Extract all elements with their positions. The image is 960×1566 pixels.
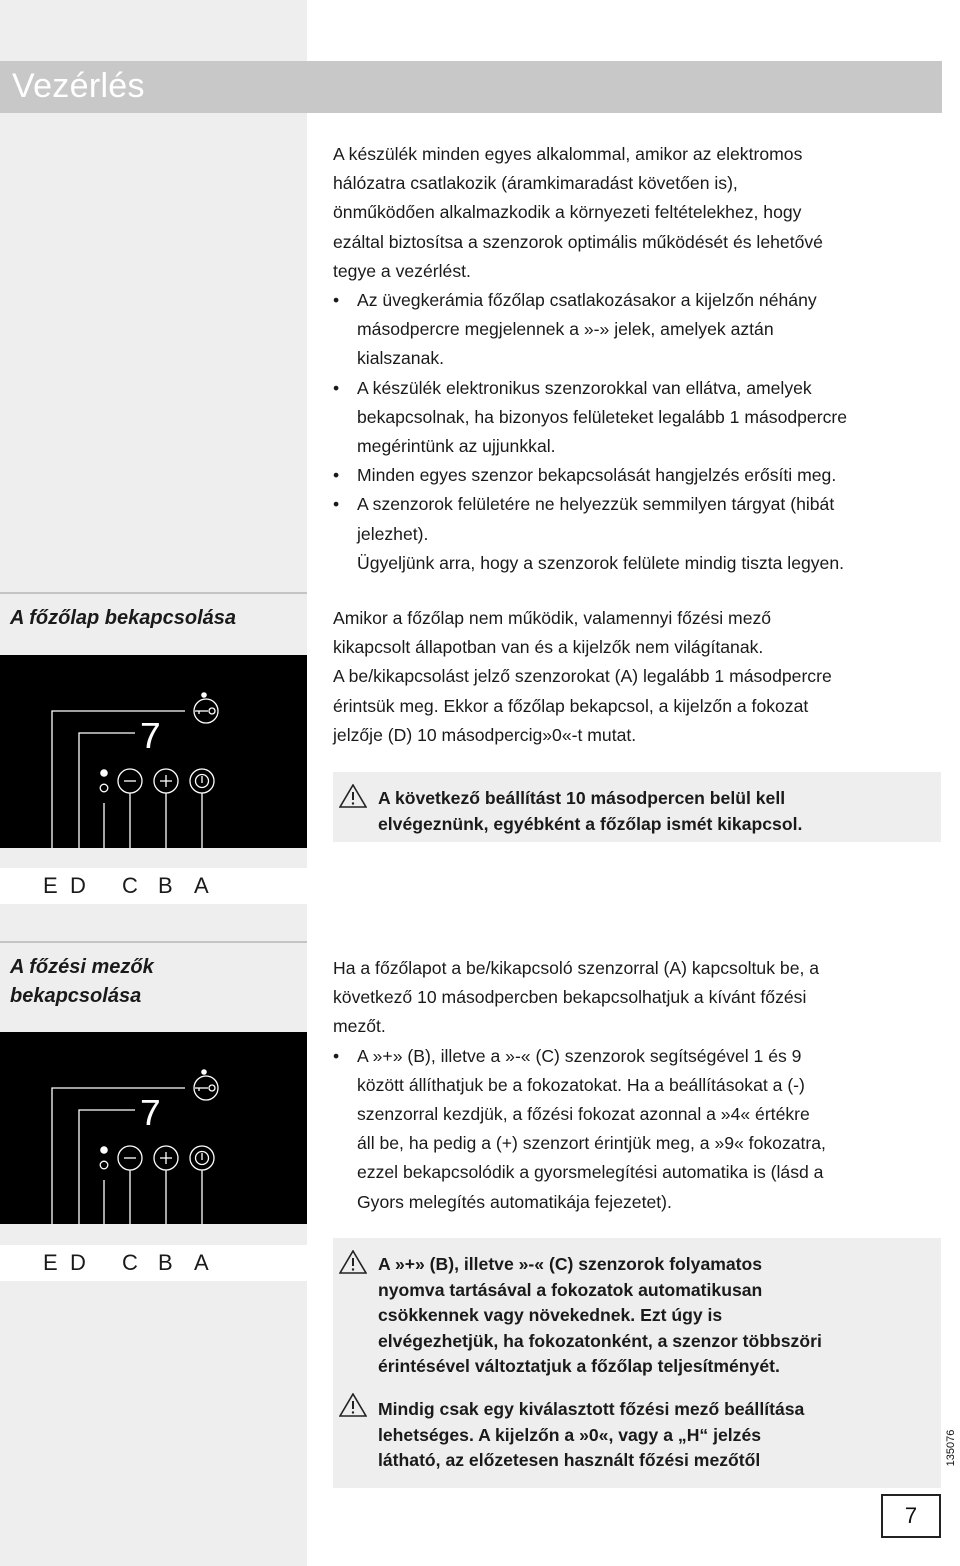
warning-line: érintésével változtatjuk a főzőlap teljesítményét. (378, 1356, 780, 1376)
label-a: A (194, 1250, 209, 1275)
indicator-dot-icon (201, 692, 207, 698)
label-d: D (70, 873, 86, 898)
warning-line: A »+» (B), illetve »-« (C) szenzorok folyamatos (378, 1254, 763, 1274)
text-line: Ha a főzőlapot a be/kikapcsoló szenzorral (A) kapcsoltuk be, a (333, 958, 820, 978)
minus-sensor-icon[interactable] (118, 1146, 142, 1170)
bullet-item: • Az üvegkerámia főzőlap csatlakozásakor a kijelzőn néhány (333, 286, 847, 315)
warning-text (378, 1397, 804, 1474)
bullet-item: • Minden egyes szenzor bekapcsolását hangjelzés erősíti meg. (333, 461, 847, 490)
bullet-continuation: Ügyeljünk arra, hogy a szenzorok felülete mindig tiszta legyen. (357, 552, 845, 573)
intro-text (333, 140, 847, 578)
warning-line: A következő beállítást 10 másodpercen belül kell (378, 788, 786, 808)
bullet-item: • A készülék elektronikus szenzorokkal van ellátva, amelyek (333, 374, 847, 403)
warning-icon (339, 784, 367, 808)
bullet-continuation: ezzel bekapcsolódik a gyorsmelegítési automatika is (lásd a (357, 1162, 824, 1183)
section-separator (0, 941, 307, 943)
intro-line: önműködően alkalmazkodik a környezeti feltételekhez, hogy (333, 202, 802, 223)
bullet-continuation: bekapcsolnak, ha bizonyos felületeket legalább 1 másodpercre (357, 406, 848, 427)
text-line: kikapcsolt állapotban van és a kijelzők nem világítanak. (333, 637, 764, 658)
label-b: B (158, 873, 173, 898)
label-c: C (122, 873, 138, 898)
warning-text (378, 1252, 822, 1380)
control-panel-diagram (0, 1032, 307, 1224)
text-line: Amikor a főzőlap nem működik, valamennyi főzési mező (333, 608, 772, 628)
warning-line: lehetséges. A kijelzőn a »0«, vagy a „H“ jelzés (378, 1424, 762, 1445)
bullet-continuation: között állíthatjuk be a fokozatokat. Ha a beállításokat a (-) (357, 1074, 805, 1095)
warning-box (333, 1238, 941, 1488)
bullet-continuation: megérintünk az ujjunkkal. (357, 436, 556, 457)
label-d: D (70, 1250, 86, 1275)
label-c: C (122, 1250, 138, 1275)
bullet-continuation: kialszanak. (357, 348, 445, 369)
zone-indicator-icon (100, 784, 108, 792)
label-e: E (43, 1250, 58, 1275)
bullet-continuation: Gyors melegítés automatikája fejezetet). (357, 1191, 672, 1212)
zone-indicator-icon (100, 1161, 108, 1169)
warning-icon (339, 1250, 367, 1274)
document-code (944, 1420, 958, 1480)
power-sensor-icon[interactable] (190, 1146, 214, 1170)
section2-text (333, 954, 826, 1217)
minus-sensor-icon[interactable] (118, 769, 142, 793)
plus-sensor-icon[interactable] (154, 769, 178, 793)
text-line: jelzője (D) 10 másodpercig»0«-t mutat. (333, 724, 637, 745)
bullet-item: • A »+» (B), illetve a »-« (C) szenzorok segítségével 1 és 9 (333, 1042, 826, 1071)
warning-line: nyomva tartásával a fokozatok automatikusan (378, 1279, 763, 1300)
power-sensor-icon[interactable] (190, 769, 214, 793)
intro-line: A készülék minden egyes alkalommal, amikor az elektromos (333, 144, 803, 164)
section1-text (333, 604, 832, 750)
intro-line: hálózatra csatlakozik (áramkimaradást követően is), (333, 173, 738, 194)
warning-text (378, 786, 802, 837)
warning-box (333, 772, 941, 842)
zone-indicator-icon (100, 1146, 108, 1154)
warning-line: látható, az előzetesen használt főzési mezőtől (378, 1450, 761, 1470)
bullet-continuation: jelezhet). (357, 523, 429, 544)
text-line: A be/kikapcsolást jelző szenzorokat (A) legalább 1 másodpercre (333, 666, 832, 687)
text-line: mezőt. (333, 1016, 386, 1037)
page-title: Vezérlés (12, 67, 145, 105)
panel-labels (0, 1245, 307, 1281)
plus-sensor-icon[interactable] (154, 1146, 178, 1170)
intro-line: ezáltal biztosítsa a szenzorok optimális működését és lehetővé (333, 231, 823, 252)
bullet-continuation: szenzorral kezdjük, a főzési fokozat azonnal a »4« értékre (357, 1104, 810, 1125)
heading-line: bekapcsolása (10, 985, 142, 1007)
display-digit: 7 (139, 717, 162, 760)
lock-key-icon[interactable] (194, 699, 218, 723)
zone-indicator-icon (100, 769, 108, 777)
warning-line: Mindig csak egy kiválasztott főzési mező beállítása (378, 1399, 805, 1419)
warning-line: elvégeznünk, egyébként a főzőlap ismét kikapcsol. (378, 813, 803, 834)
document-code-text: 135076 (945, 1429, 957, 1467)
warning-icon (339, 1393, 367, 1417)
label-a: A (194, 873, 209, 898)
section-heading: A főzőlap bekapcsolása (10, 607, 236, 629)
label-b: B (158, 1250, 173, 1275)
bullet-continuation: másodpercre megjelennek a »-» jelek, amelyek aztán (357, 319, 774, 340)
display-digit: 7 (139, 1094, 162, 1137)
warning-line: csökkennek vagy növekednek. Ezt úgy is (378, 1305, 723, 1325)
text-line: érintsük meg. Ekkor a főzőlap bekapcsol, a kijelzőn a fokozat (333, 695, 809, 716)
section-separator (0, 592, 307, 594)
lock-key-icon[interactable] (194, 1076, 218, 1100)
label-e: E (43, 873, 58, 898)
indicator-dot-icon (201, 1069, 207, 1075)
panel-labels (0, 868, 307, 904)
bullet-continuation: áll be, ha pedig a (+) szenzort érintjük meg, a »9« fokozatra, (357, 1133, 826, 1154)
page-number: 7 (881, 1494, 941, 1538)
bullet-item: • A szenzorok felületére ne helyezzük semmilyen tárgyat (hibát (333, 490, 847, 519)
intro-line: tegye a vezérlést. (333, 260, 471, 281)
heading-line: A főzési mezők (10, 956, 154, 978)
section-heading (10, 953, 154, 1011)
text-line: következő 10 másodpercben bekapcsolhatjuk a kívánt főzési (333, 987, 807, 1008)
warning-line: elvégezhetjük, ha fokozatonként, a szenzor többszöri (378, 1330, 822, 1351)
control-panel-diagram (0, 655, 307, 848)
